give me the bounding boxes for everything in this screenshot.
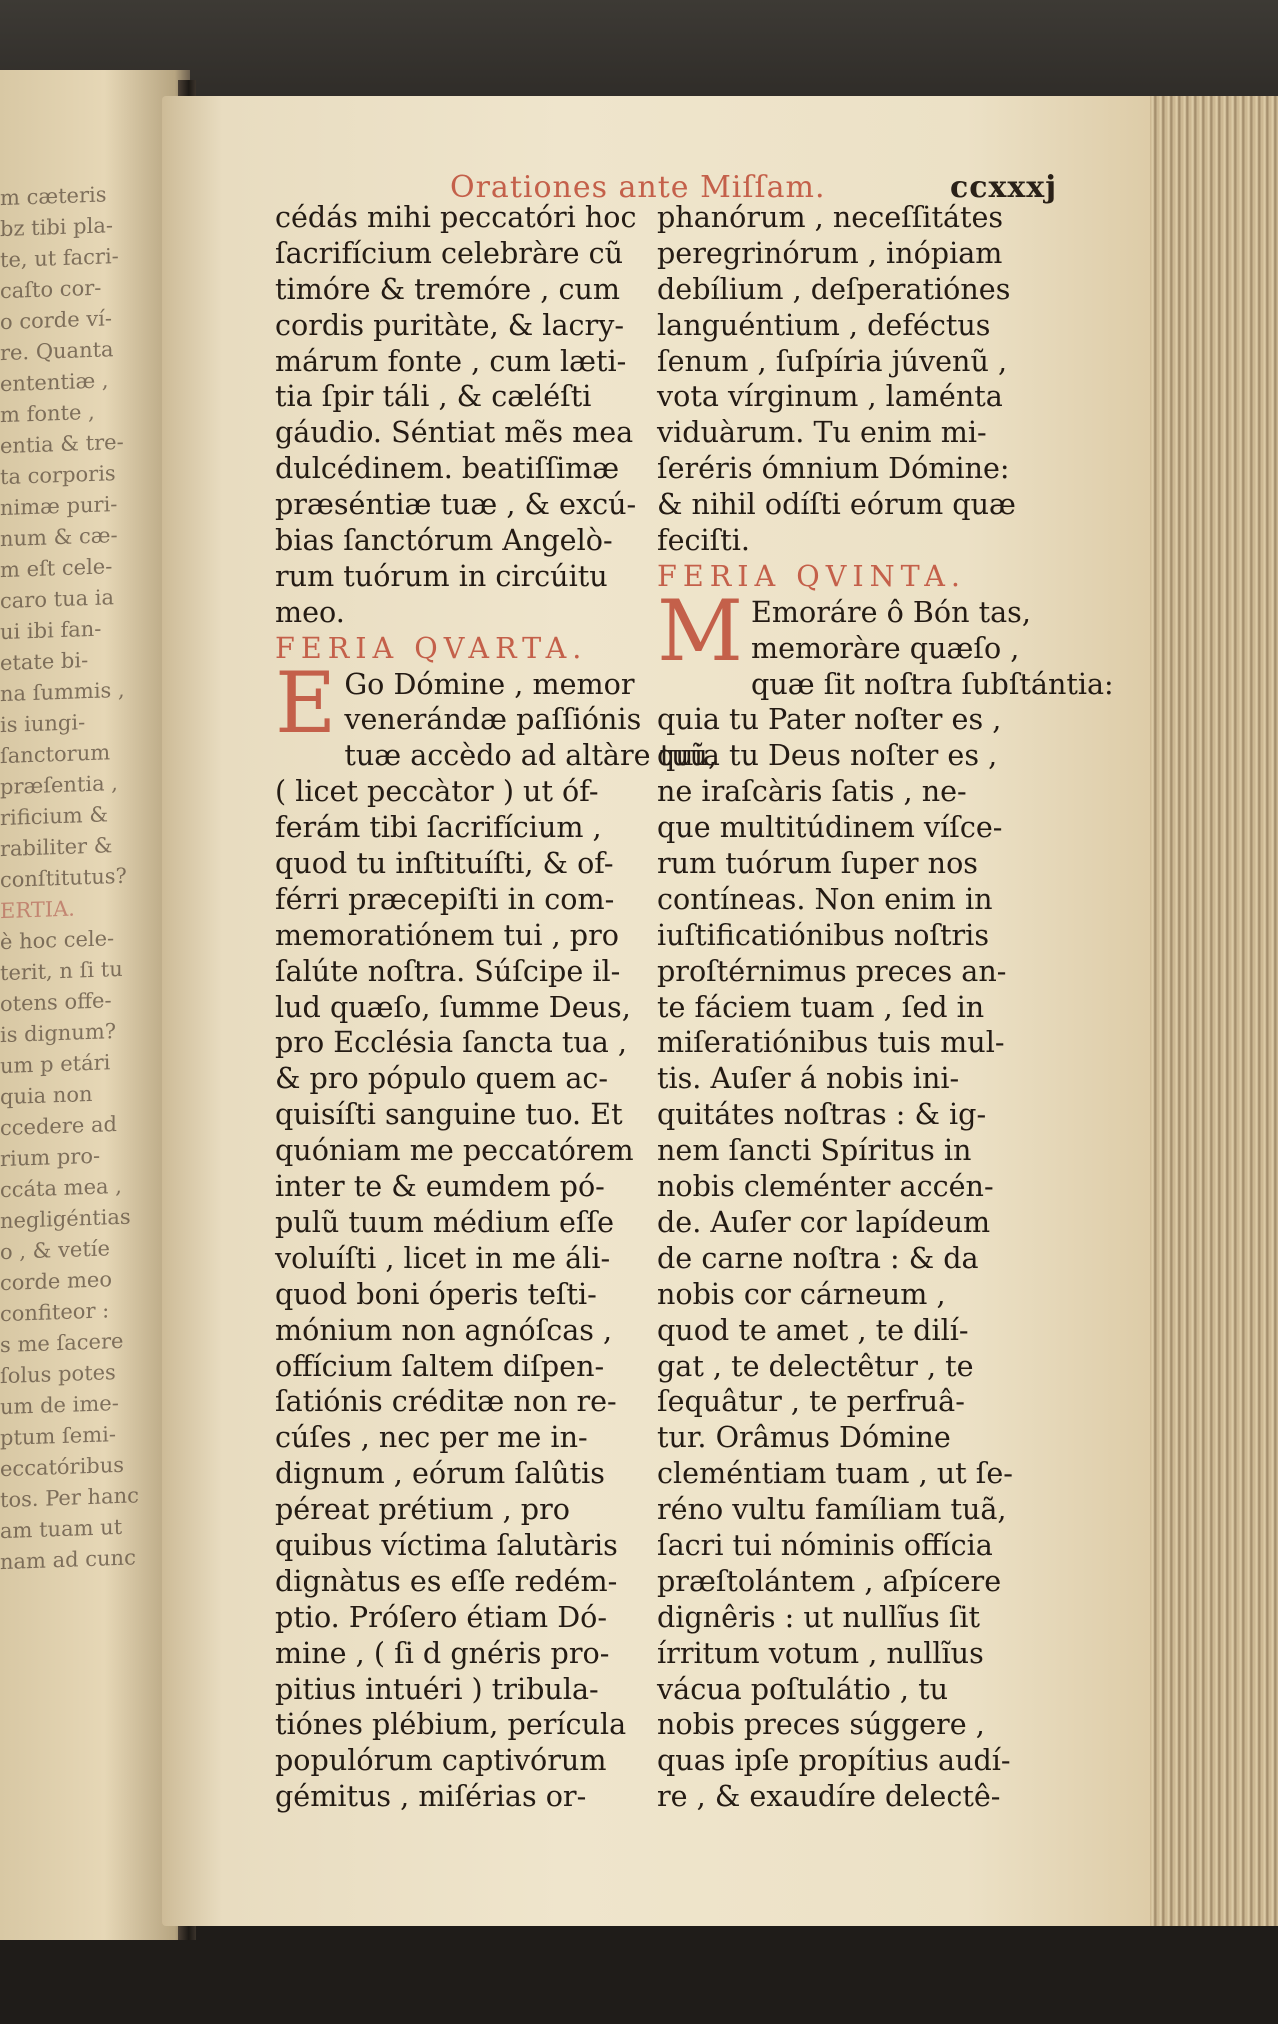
left-page-line: confiteor : xyxy=(0,1298,110,1327)
running-header: Orationes ante Miſſam. xyxy=(450,170,826,205)
left-page-line: rium pro- xyxy=(0,1143,101,1172)
text-line: languéntium , deféctus xyxy=(657,307,991,342)
text-line: timóre & tremóre , cum xyxy=(275,271,620,306)
left-page-line: m eſt cele- xyxy=(0,554,113,583)
text-line: memoratiónem tui , pro xyxy=(275,917,619,952)
text-line: réno vultu famíliam tuã, xyxy=(657,1492,1007,1527)
dropcap-m: M xyxy=(657,581,744,680)
text-line: pitius intuéri ) tribula- xyxy=(275,1671,599,1706)
text-line: péreat prétium , pro xyxy=(275,1492,570,1527)
left-page-line: entia & tre- xyxy=(0,429,124,459)
text-line: férri præcepiſti in com- xyxy=(275,881,615,916)
text-line: miſeratiónibus tuis mul- xyxy=(657,1025,1005,1060)
text-line: quia tu Pater noſter es , xyxy=(657,702,1002,737)
left-page-line: am tuam ut xyxy=(0,1514,123,1544)
left-page-line: num & cæ- xyxy=(0,523,118,552)
text-line: nem ſancti Spíritus in xyxy=(657,1133,972,1168)
text-line: gáudio. Séntiat mẽs mea xyxy=(275,415,634,450)
left-page-line: corde meo xyxy=(0,1267,112,1296)
text-line: & pro pópulo quem ac- xyxy=(275,1061,609,1096)
text-line: márum fonte , cum læti- xyxy=(275,343,627,378)
text-line: viduàrum. Tu enim mi- xyxy=(657,415,987,450)
text-line: ferám tibi ſacrifícium , xyxy=(275,810,602,845)
text-line: ſeréris ómnium Dómine: xyxy=(657,451,1010,486)
text-line: de carne noſtra : & da xyxy=(657,1240,979,1275)
text-line: & nihil odíſti eórum quæ xyxy=(657,487,1016,522)
text-line: rum tuórum ſuper nos xyxy=(657,846,978,881)
text-line: quisíſti sanguine tuo. Et xyxy=(275,1097,623,1132)
text-line: cleméntiam tuam , ut ſe- xyxy=(657,1456,1013,1491)
text-line: pro Ecclésia ſancta tua , xyxy=(275,1025,628,1060)
text-line: ( licet peccàtor ) ut óf- xyxy=(275,774,599,809)
text-line: mine , ( ſi d gnéris pro- xyxy=(275,1635,610,1670)
text-line: bias ſanctórum Angelò- xyxy=(275,523,613,558)
text-line: de. Auſer cor lapídeum xyxy=(657,1204,991,1239)
rubric-feria-quarta: FERIA QVARTA. xyxy=(275,630,588,665)
text-line: dignum , eórum ſalûtis xyxy=(275,1456,605,1491)
left-page-line: negligéntias xyxy=(0,1204,131,1234)
text-line: peregrinórum , inópiam xyxy=(657,235,1003,270)
text-line: ſacrifícium celebràre cũ xyxy=(275,235,624,270)
left-page-line: nam ad cunc xyxy=(0,1545,136,1575)
left-page-line: na ſummis , xyxy=(0,677,125,707)
text-line: nobis cleménter accén- xyxy=(657,1169,994,1204)
text-line: tiónes plébium, perícula xyxy=(275,1707,627,1742)
text-line: quia tu Deus noſter es , xyxy=(657,738,998,773)
prayer-feria-quinta xyxy=(657,581,1114,1815)
text-line: quóniam me peccatórem xyxy=(275,1133,634,1168)
left-page-line: otens offe- xyxy=(0,988,112,1017)
text-line: nobis cor cárneum , xyxy=(657,1276,946,1311)
text-line: tia ſpir táli , & cæléſti xyxy=(275,379,592,414)
prayer-feria-quarta xyxy=(275,653,718,1816)
text-line: gat , te delectêtur , te xyxy=(657,1348,974,1383)
text-line: que multitúdinem víſce- xyxy=(657,810,1003,845)
left-page-line: um p etári xyxy=(0,1050,111,1079)
text-line: ſacri tui nóminis offícia xyxy=(657,1527,993,1562)
left-page-line: is dignum? xyxy=(0,1019,116,1048)
left-page-line: o corde ví- xyxy=(0,306,112,335)
text-line: iuſtificatiónibus noſtris xyxy=(657,917,989,952)
prayer-line: memoràre quæſo , xyxy=(751,630,1020,665)
left-page-line: ccáta mea , xyxy=(0,1173,122,1203)
dropcap-e: E xyxy=(275,653,337,752)
text-line: ne iraſcàris ſatis , ne- xyxy=(657,774,967,809)
left-page-text xyxy=(0,177,180,1578)
text-line: cédás mihi peccatóri hoc xyxy=(275,200,637,234)
prayer-body xyxy=(657,666,1114,1816)
prayer-body xyxy=(275,738,718,1815)
text-line: ſenum , ſuſpíria júvenũ , xyxy=(657,343,1008,378)
left-page-line: tos. Per hanc xyxy=(0,1483,139,1513)
left-page-line: um de ime- xyxy=(0,1390,119,1420)
folio-number: ccxxxj xyxy=(950,170,1058,205)
text-line: offícium ſaltem diſpen- xyxy=(275,1348,605,1383)
left-page-line: is iungi- xyxy=(0,710,86,738)
text-line: ſalúte noſtra. Súſcipe il- xyxy=(275,953,621,988)
text-line: feciſti. xyxy=(657,523,750,558)
text-line: rum tuórum in circúitu xyxy=(275,558,608,593)
left-page-line: ERTIA. xyxy=(0,896,75,924)
text-line: lud quæſo, ſumme Deus, xyxy=(275,989,631,1024)
left-page-line: nimæ puri- xyxy=(0,492,118,521)
text-line: quod tu inſtituíſti, & of- xyxy=(275,846,614,881)
left-page-line: ſolus potes xyxy=(0,1360,116,1389)
text-line: ptio. Próſero étiam Dó- xyxy=(275,1599,608,1634)
text-line: voluíſti , licet in me áli- xyxy=(275,1240,611,1275)
text-line: proſtérnimus preces an- xyxy=(657,953,1007,988)
left-page-line: m cæteris xyxy=(0,182,107,211)
prayer-line: Emoráre ô Bón tas, xyxy=(751,594,1031,629)
text-line: vota vírginum , laménta xyxy=(657,379,1003,414)
left-page-line: etate bi- xyxy=(0,648,89,676)
text-line: tis. Auſer á nobis ini- xyxy=(657,1061,960,1096)
text-line: quod boni óperis teſti- xyxy=(275,1276,597,1311)
text-line: re , & exaudíre delectê- xyxy=(657,1779,1001,1814)
left-page-line: ptum ſemi- xyxy=(0,1422,116,1451)
text-line: tuæ accèdo ad altàre tuũ, xyxy=(344,738,718,773)
left-page-line: m fonte , xyxy=(0,399,95,428)
text-line: quæ ſit noſtra ſubſtántia: xyxy=(751,666,1114,701)
left-page-line: caro tua ia xyxy=(0,585,115,614)
text-line: phanórum , neceſſitátes xyxy=(657,200,1004,234)
left-page-line: ta corporis xyxy=(0,461,116,490)
right-column xyxy=(657,200,1114,1815)
right-intro-text xyxy=(657,200,1067,559)
text-line: ſequâtur , te perfruâ- xyxy=(657,1384,965,1419)
left-page-line: caſto cor- xyxy=(0,275,102,304)
left-page-line: ententiæ , xyxy=(0,368,109,397)
left-page-line: ccedere ad xyxy=(0,1112,117,1141)
left-page-line: ſanctorum xyxy=(0,740,111,769)
left-page-line: ui ibi fan- xyxy=(0,616,102,645)
text-line: quod te amet , te dilí- xyxy=(657,1312,969,1347)
left-page-line: quia non xyxy=(0,1081,93,1110)
page-edges xyxy=(1150,96,1278,1926)
text-line: pulũ tuum médium eſſe xyxy=(275,1204,615,1239)
text-line: inter te & eumdem pó- xyxy=(275,1169,605,1204)
text-line: te fáciem tuam , ſed in xyxy=(657,989,985,1024)
text-line: cordis puritàte, & lacry- xyxy=(275,307,625,342)
text-line: dignàtus es eſſe redém- xyxy=(275,1563,618,1598)
prayer-line: venerándæ paſſiónis xyxy=(344,702,642,737)
text-line: debílium , deſperatiónes xyxy=(657,271,1011,306)
left-page-line: te, ut facri- xyxy=(0,243,119,273)
text-line: ſatiónis créditæ non re- xyxy=(275,1384,617,1419)
text-line: quas ipſe propítius audí- xyxy=(657,1743,1011,1778)
text-line: dulcédinem. beatiſſimæ xyxy=(275,451,620,486)
left-page-line: s me ſacere xyxy=(0,1328,124,1358)
prayer-line: Go Dómine , memor xyxy=(344,666,635,701)
left-page-line: o , & vetíe xyxy=(0,1236,110,1265)
text-line: quitátes noſtras : & ig- xyxy=(657,1097,987,1132)
text-line: præséntiæ tuæ , & excú- xyxy=(275,487,637,522)
text-line: gémitus , miſérias or- xyxy=(275,1779,587,1814)
left-intro-text xyxy=(275,200,645,631)
left-page-line: eccatóribus xyxy=(0,1452,125,1482)
text-line: dignêris : ut nullĩus ſit xyxy=(657,1599,981,1634)
rubric-feria-quinta: FERIA QVINTA. xyxy=(657,558,966,593)
left-page-line: bz tibi pla- xyxy=(0,213,113,242)
text-line: nobis preces súggere , xyxy=(657,1707,985,1742)
text-line: præſtolántem , aſpícere xyxy=(657,1563,1002,1598)
text-line: cúſes , nec per me in- xyxy=(275,1420,588,1455)
left-page-line: conſtitutus? xyxy=(0,863,127,893)
left-page-line: præſentia , xyxy=(0,771,118,800)
text-line: contíneas. Non enim in xyxy=(657,881,993,916)
text-line: mónium non agnóſcas , xyxy=(275,1312,613,1347)
left-page-line: terit, n ſi tu xyxy=(0,956,123,986)
left-page-line: re. Quanta xyxy=(0,337,114,366)
left-page-line: rabiliter & xyxy=(0,833,113,862)
left-page-line: rificium & xyxy=(0,802,109,831)
text-line: tur. Orâmus Dómine xyxy=(657,1420,951,1455)
text-line: populórum captivórum xyxy=(275,1743,607,1778)
left-page-line: è hoc cele- xyxy=(0,926,115,955)
text-line: meo. xyxy=(275,594,345,629)
text-line: quibus víctima ſalutàris xyxy=(275,1527,618,1562)
text-line: írritum votum , nullĩus xyxy=(657,1635,984,1670)
text-line: vácua poſtulátio , tu xyxy=(657,1671,948,1706)
